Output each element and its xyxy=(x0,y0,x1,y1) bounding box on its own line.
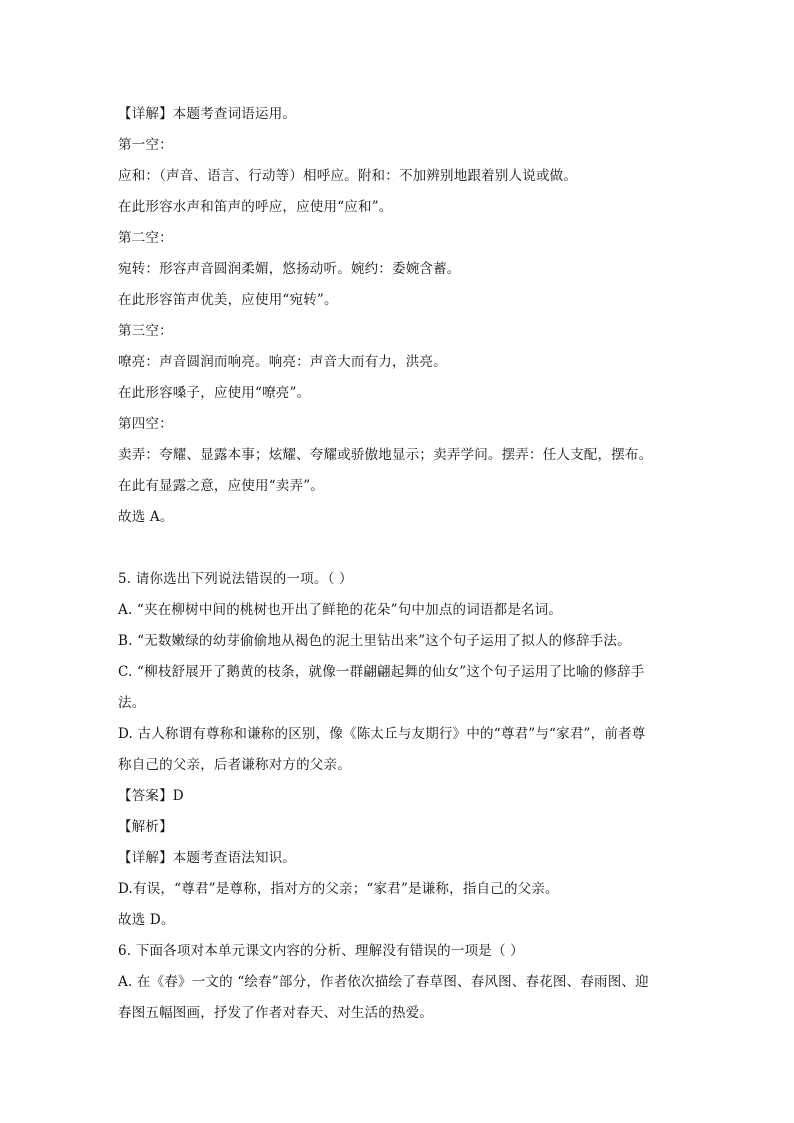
question-5-choice: 故选 D。 xyxy=(118,912,175,928)
text-line-blank-1-answer: 在此形容水声和笛声的呼应，应使用“应和”。 xyxy=(118,199,393,215)
text-line-blank-1-def: 应和：（声音、语言、行动等）相呼应。附和：不加辨别地跟着别人说或做。 xyxy=(118,168,578,184)
question-5-option-c: C. “柳枝舒展开了鹅黄的枝条，就像一群翩翩起舞的仙女”这个句子运用了比喻的修辞手 xyxy=(118,664,645,680)
text-line-blank-3-def: 嘹亮：声音圆润而响亮。响亮：声音大而有力，洪亮。 xyxy=(118,354,447,370)
text-line-blank-3: 第三空： xyxy=(118,323,173,339)
question-5-option-b: B. “无数嫩绿的幼芽偷偷地从褐色的泥土里钻出来”这个句子运用了拟人的修辞手法。 xyxy=(118,633,631,649)
question-5-analysis-heading: 【解析】 xyxy=(118,819,173,835)
question-5-option-a: A. “夹在柳树中间的桃树也开出了鲜艳的花朵”句中加点的词语都是名词。 xyxy=(118,602,563,618)
question-5-detail: 【详解】本题考查语法知识。 xyxy=(118,850,297,866)
question-6-option-a-cont: 春图五幅图画，抒发了作者对春天、对生活的热爱。 xyxy=(118,1005,434,1021)
text-line-blank-1: 第一空： xyxy=(118,137,173,153)
question-5-answer: 【答案】D xyxy=(118,788,184,804)
text-line-detail-heading: 【详解】本题考查词语运用。 xyxy=(118,106,297,122)
text-line-blank-4-answer: 在此有显露之意，应使用“卖弄”。 xyxy=(118,478,325,494)
question-5-explanation: D.有误，“尊君”是尊称，指对方的父亲；“家君”是谦称，指自己的父亲。 xyxy=(118,881,559,897)
question-5-option-d-cont: 称自己的父亲，后者谦称对方的父亲。 xyxy=(118,757,351,773)
question-6-stem: 6. 下面各项对本单元课文内容的分析、理解没有错误的一项是（ ） xyxy=(118,943,524,959)
text-line-blank-3-answer: 在此形容嗓子，应使用“嘹亮”。 xyxy=(118,385,311,401)
text-line-blank-2-answer: 在此形容笛声优美，应使用“宛转”。 xyxy=(118,292,338,308)
text-line-blank-2: 第二空： xyxy=(118,230,173,246)
question-5-option-d: D. 古人称谓有尊称和谦称的区别，像《陈太丘与友期行》中的“尊君”与“家君”，前者尊 xyxy=(118,726,646,742)
question-5-option-c-cont: 法。 xyxy=(118,695,146,711)
text-line-blank-2-def: 宛转：形容声音圆润柔媚，悠扬动听。婉约：委婉含蓄。 xyxy=(118,261,461,277)
question-6-option-a: A. 在《春》一文的 “绘春”部分，作者依次描绘了春草图、春风图、春花图、春雨图、迎 xyxy=(118,974,649,990)
text-line-blank-4: 第四空： xyxy=(118,416,173,432)
question-5-stem: 5. 请你选出下列说法错误的一项。（ ） xyxy=(118,571,353,587)
text-line-choice-a: 故选 A。 xyxy=(118,509,174,525)
text-line-blank-4-def: 卖弄：夸耀、显露本事；炫耀、夸耀或骄傲地显示；卖弄学问。摆弄：任人支配，摆布。 xyxy=(118,447,653,463)
